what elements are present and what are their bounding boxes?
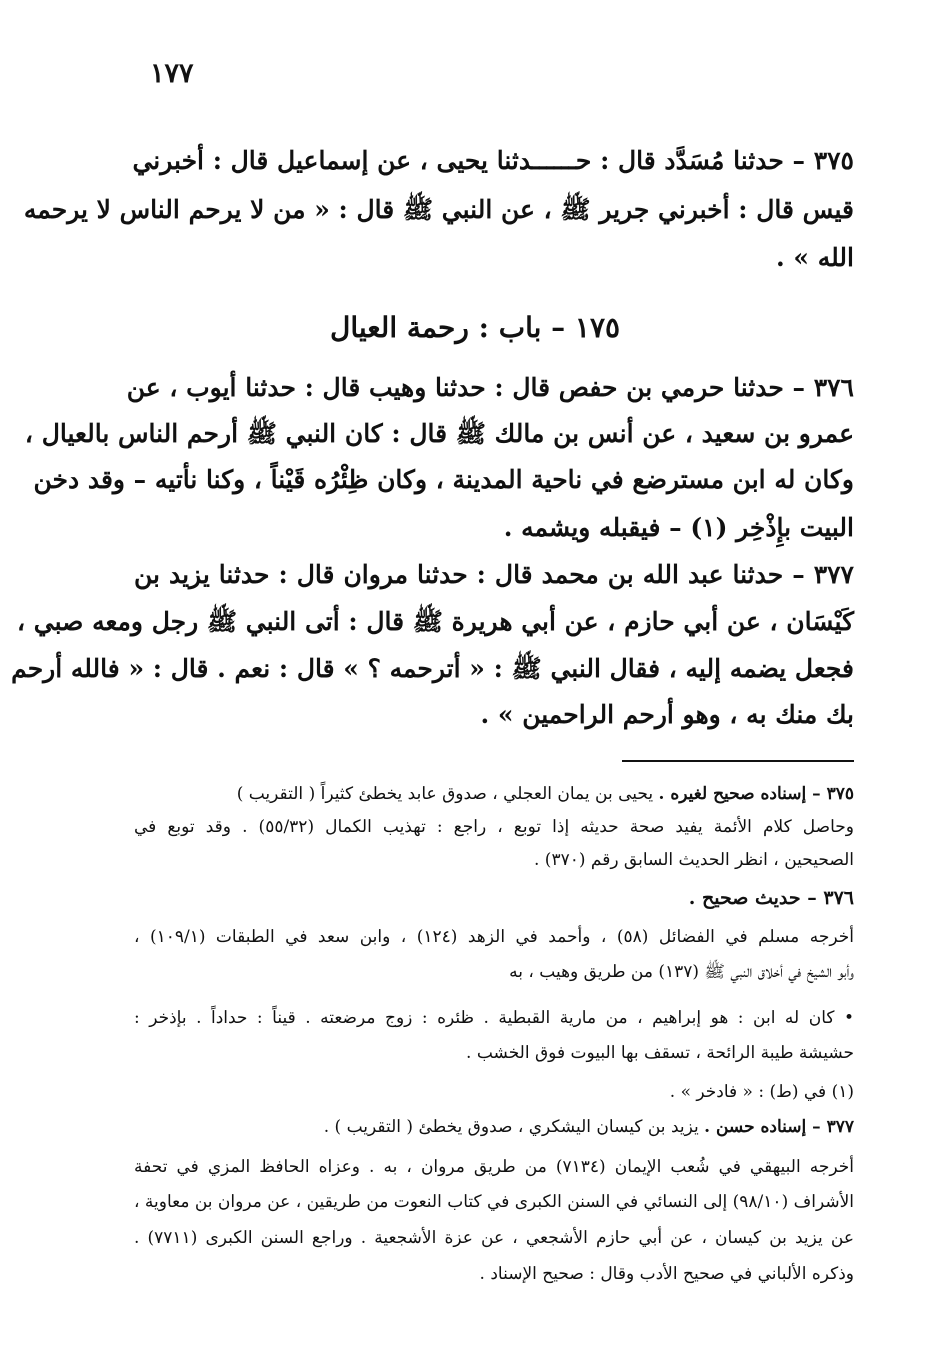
footnote-375-label: ٣٧٥ – إسناده صحيح لغيره . [658,784,854,804]
footnote-377-line-2: أخرجه البيهقي في شُعب الإيمان (٧١٣٤) من طريق مروان ، به . وعزاه الحافظ المزي في تحفة [134,1157,854,1177]
footnote-376-line-1: أخرجه مسلم في الفضائل (٥٨) ، وأحمد في الزهد (١٢٤) ، وابن سعد في الطبقات (١٠٩/١) ، [134,927,854,947]
page-number: ١٧٧ [150,58,194,89]
hadith-377-line-3: فجعل يضمه إليه ، فقال النبي ﷺ : « أترحمه ؟ » قال : نعم . قال : « فالله أرحم [11,654,854,683]
hadith-376-line-1: ٣٧٦ – حدثنا حرمي بن حفص قال : حدثنا وهيب قال : حدثنا أيوب ، عن [126,373,854,402]
footnote-375-line-1 [134,779,854,809]
footnote-377-text: يزيد بن كيسان اليشكري ، صدوق يخطئ ( التقريب ) . [323,1117,699,1137]
footnote-375-text: يحيى بن يمان العجلي ، صدوق عابد يخطئ كثيراً ( التقريب ) [236,784,654,804]
chapter-heading: ١٧٥ – باب : رحمة العيال [329,311,621,344]
hadith-376-line-3: وكان له ابن مسترضع في ناحية المدينة ، وكان ظِئْرُه قَيْناً ، وكنا نأتيه – وقد دخن [33,465,854,494]
hadith-375-line-3: الله » . [776,243,854,272]
footnote-377-line-3: الأشراف (٩٨/١٠) إلى النسائي في السنن الكبرى في كتاب النعوت من طريقين ، عن مروان بن معاوية ، [134,1192,854,1212]
footnote-375-line-2: وحاصل كلام الأئمة يفيد صحة حديثه إذا توبع ، راجع : تهذيب الكمال (٥٥/٣٢) . وقد توبع في [134,817,855,837]
hadith-375-line-2: قيس قال : أخبرني جرير ﷺ ، عن النبي ﷺ قال : « من لا يرحم الناس لا يرحمه [23,195,854,224]
hadith-377-line-4: بك منك به ، وهو أرحم الراحمين » . [480,700,854,729]
hadith-377-line-1: ٣٧٧ – حدثنا عبد الله بن محمد قال : حدثنا مروان قال : حدثنا يزيد بن [134,560,854,589]
gloss-line-2: حشيشة طيبة الرائحة ، تسقف بها البيوت فوق الخشب . [466,1043,854,1063]
gloss-line-1: • كان له ابن : هو إبراهيم ، من مارية القبطية . ظئره : زوج مرضعته . قيناً : حداداً . بإذخر : [134,1008,854,1028]
hadith-377-line-2: كَيْسَان ، عن أبي حازم ، عن أبي هريرة ﷺ قال : أتى النبي ﷺ رجل ومعه صبي ، [16,607,854,636]
footnote-377-line-4: عن يزيد بن كيسان ، عن أبي حازم الأشجعي ، عن عزة الأشجعية . وراجع السنن الكبرى (٧٧١١) . [134,1228,854,1248]
footnote-376-line-2: وأبو الشيخ في أخلاق النبي ﷺ (١٣٧) من طريق وهيب ، به [509,962,854,982]
footnote-375-line-3: الصحيحين ، انظر الحديث السابق رقم (٣٧٠) . [533,850,854,870]
footnote-376-label: ٣٧٦ – حديث صحيح . [688,887,854,909]
hadith-376-line-4: البيت بإِذْخِر (١) – فيقبله ويشمه . [503,513,854,542]
hadith-375-line-1: ٣٧٥ – حدثنا مُسَدَّد قال : حــــــدثنا يحيى ، عن إسماعيل قال : أخبرني [132,146,854,175]
footnote-377-label: ٣٧٧ – إسناده حسن . [704,1117,854,1137]
hadith-376-line-2: عمرو بن سعيد ، عن أنس بن مالك ﷺ قال : كان النبي ﷺ أرحم الناس بالعيال ، [24,419,854,448]
footnote-separator [622,760,854,762]
footnote-377-line-5: وذكره الألباني في صحيح الأدب وقال : صحيح الإسناد . [479,1264,854,1284]
footnote-377-line-1 [134,1112,854,1142]
footnote-1: (١) في (ط) : « فادخر » . [669,1082,854,1102]
